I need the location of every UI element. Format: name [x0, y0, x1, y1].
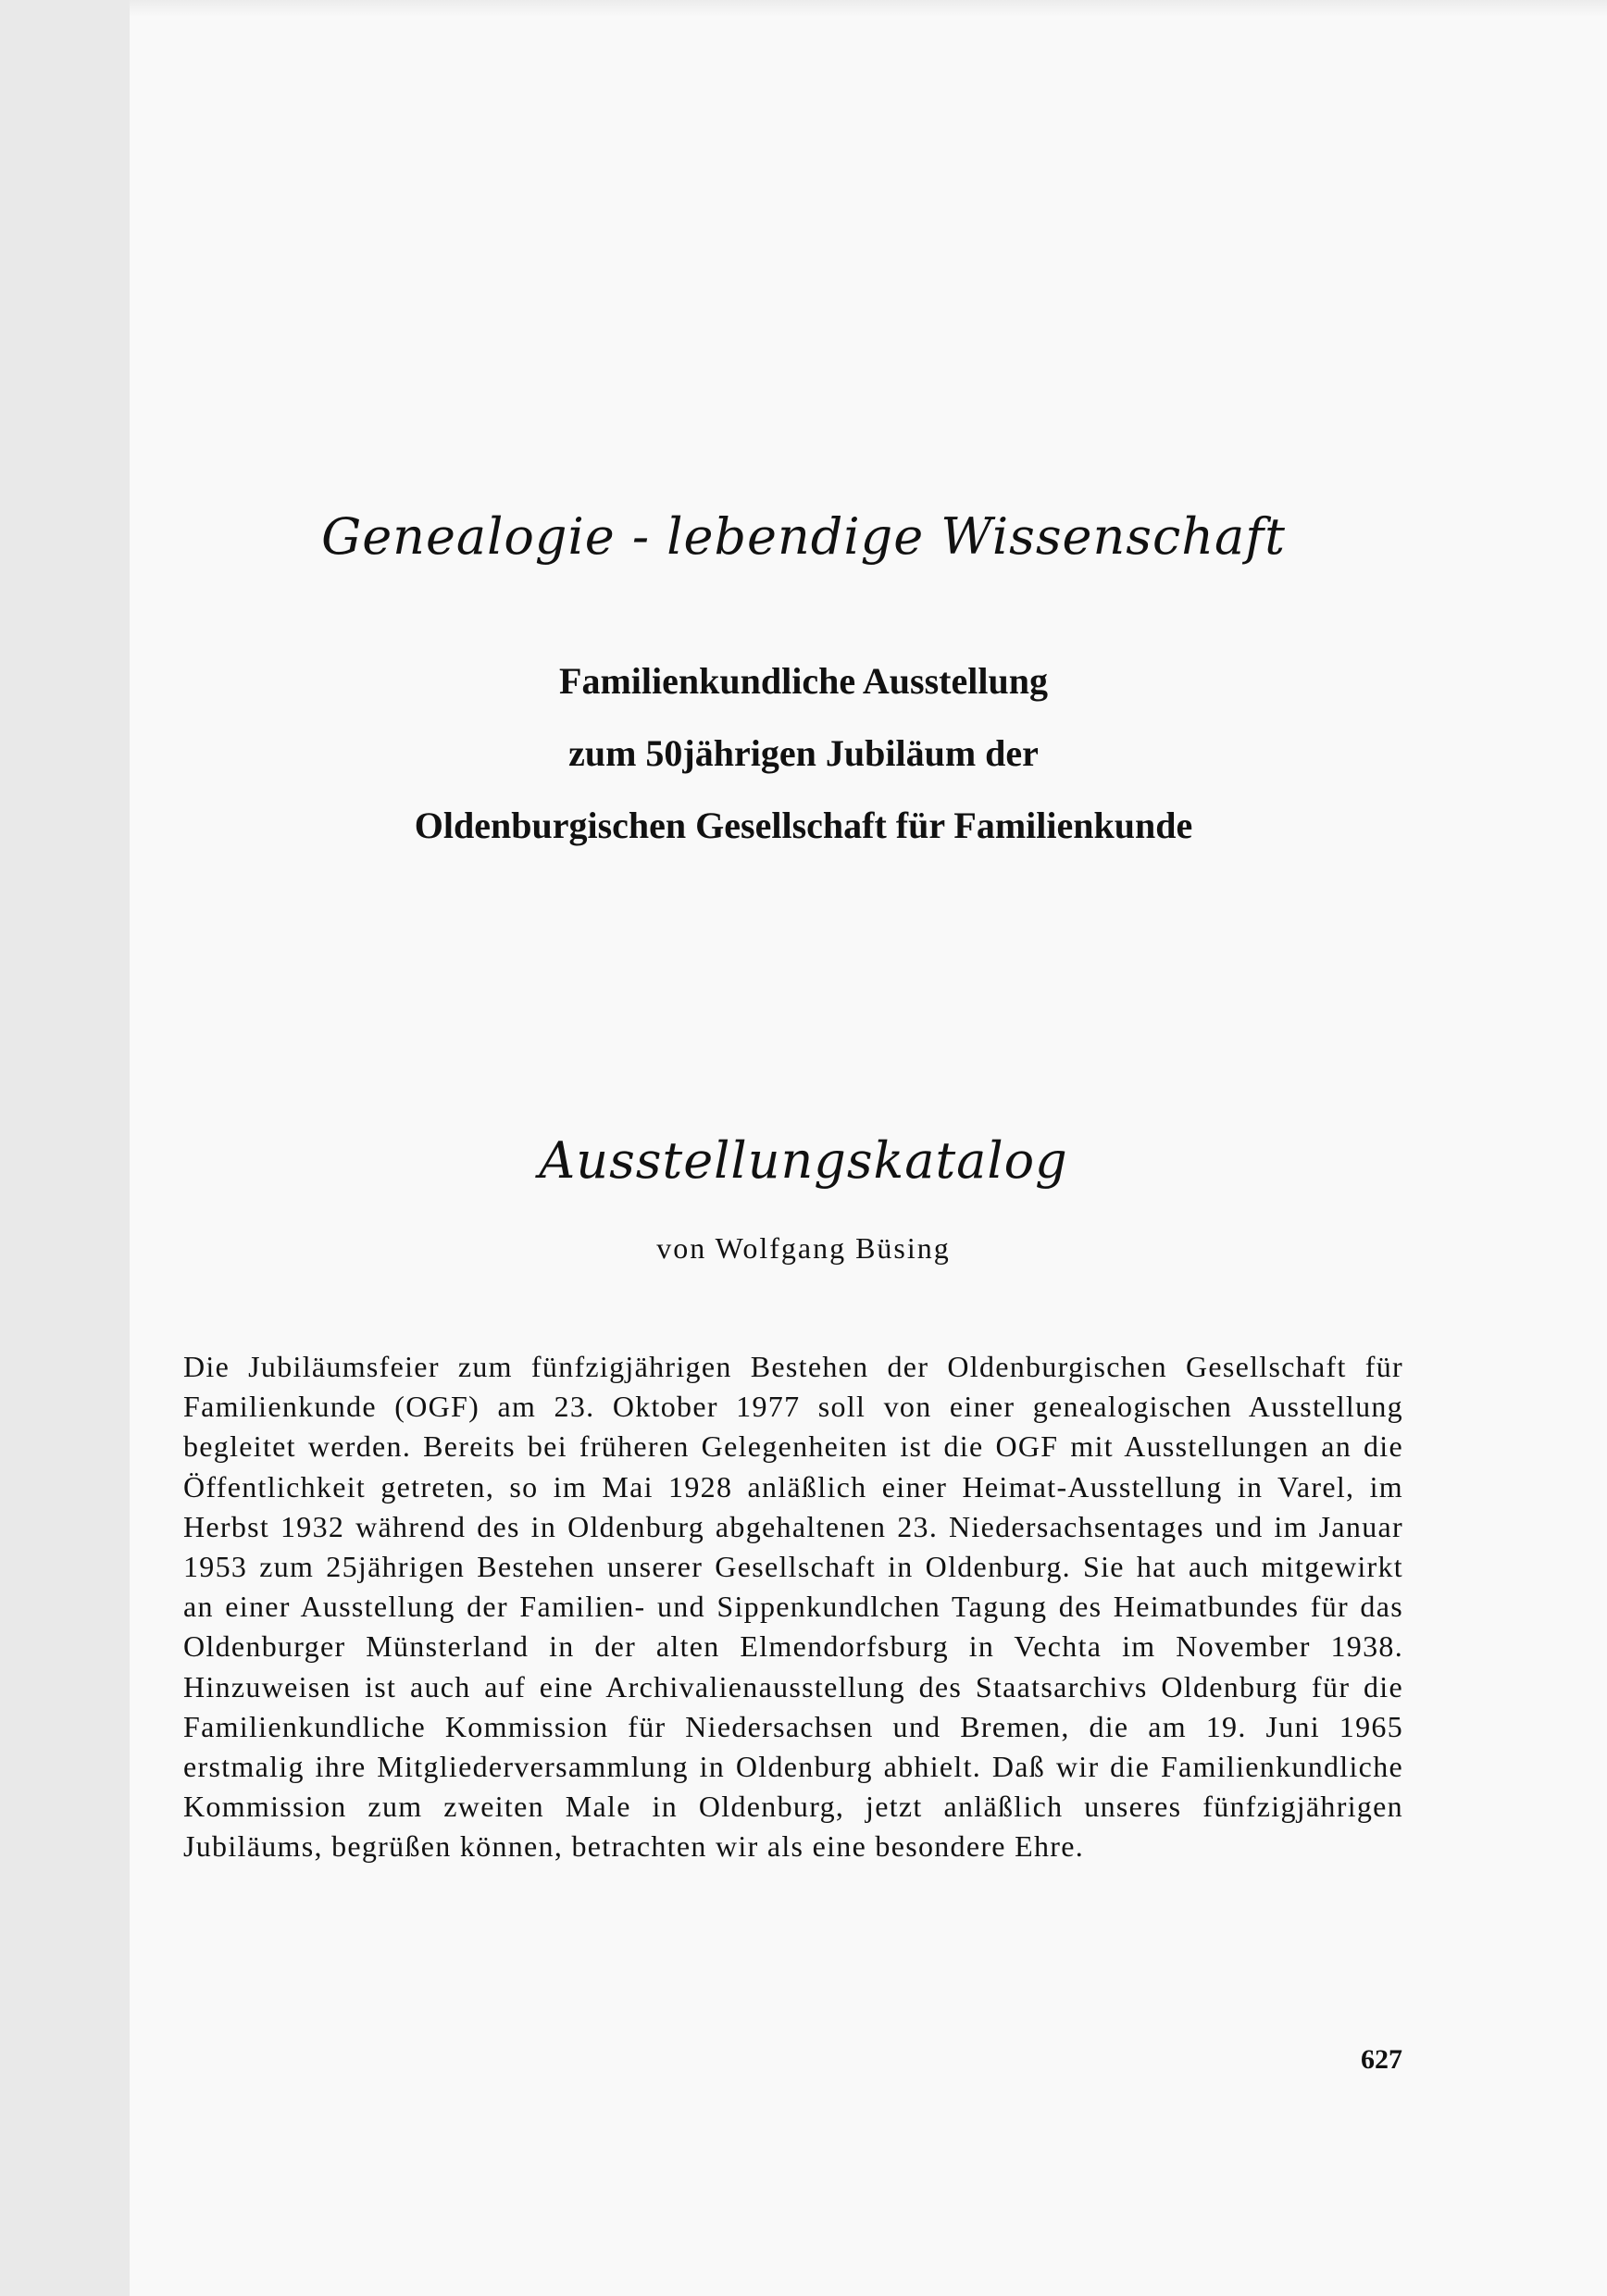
body-paragraph: Die Jubiläumsfeier zum fünfzigjährigen Bestehen der Oldenburgischen Gesellschaft für Familienkunde (OGF) am 23. Oktober 1977 soll von einer genealogischen Ausstellung begleitet werden. Bereits bei früheren Gelegenheiten ist die OGF mit Ausstellungen an die Öffentlichkeit getreten, so im Mai 1928 anläßlich einer Heimat-Ausstellung in Varel, im Herbst 1932 während des in Oldenburg abgehaltenen 23. Niedersachsentages und im Januar 1953 zum 25jährigen Bestehen unserer Gesellschaft in Oldenburg. Sie hat auch mitgewirkt an einer Ausstellung der Familien- und Sippenkundlchen Tagung des Heimatbundes für das Oldenburger Münsterland in der alten Elmendorfsburg in Vechta im November 1938. Hinzuweisen ist auch auf eine Archivalienausstellung des Staatsarchivs Oldenburg für die Familienkundliche Kommission für Niedersachsen und Bremen, die am 19. Juni 1965 erstmalig ihre Mitgliederversammlung in Oldenburg abhielt. Daß wir die Familienkundliche Kommission zum zweiten Male in Oldenburg, jetzt anläßlich unseres fünfzigjährigen Jubiläums, begrüßen können, betrachten wir als eine besondere Ehre. [183, 1350, 1403, 1864]
subtitle-line-2: zum 50jährigen Jubiläum der [568, 732, 1039, 774]
author-line: von Wolfgang Büsing [656, 1231, 951, 1265]
page-number: 627 [1361, 2044, 1402, 2075]
subtitle-line-1: Familienkundliche Ausstellung [559, 660, 1048, 702]
catalog-title: Ausstellungskatalog [539, 1131, 1068, 1190]
subtitle-line-3: Oldenburgischen Gesellschaft für Familienkunde [414, 805, 1193, 846]
page-title: Genealogie - lebendige Wissenschaft [321, 507, 1286, 566]
scan-shadow [130, 0, 1607, 17]
